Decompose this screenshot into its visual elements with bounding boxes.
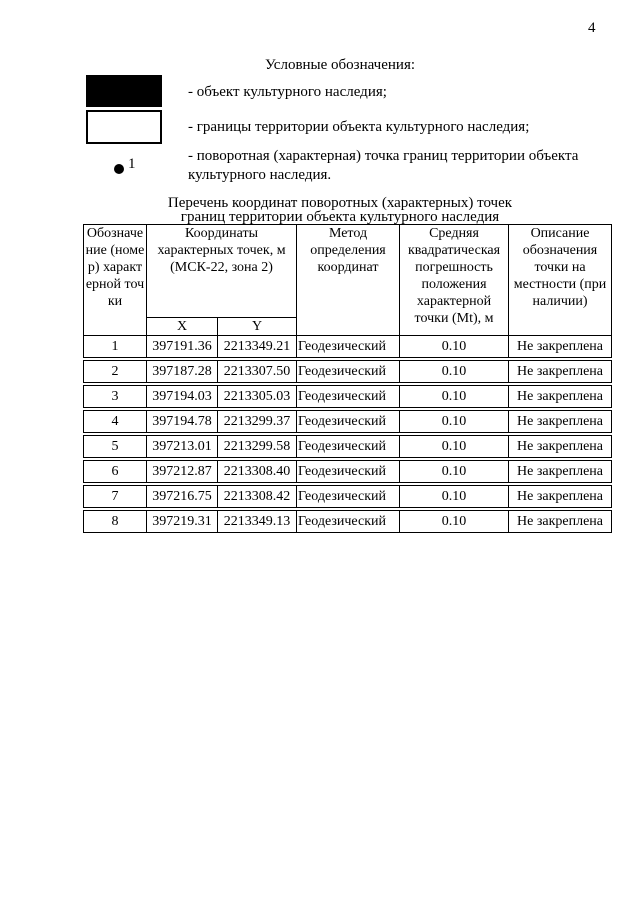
table-row [84, 361, 612, 383]
header-x: X [147, 318, 218, 336]
cell-point-number: 5 [84, 436, 147, 458]
cell-error: 0.10 [400, 511, 509, 533]
table-title-line2: границ территории объекта культурного наследия [180, 209, 500, 225]
cell-coord-x: 397216.75 [147, 486, 218, 508]
cell-coord-x: 397187.28 [147, 361, 218, 383]
cell-coord-x: 397194.03 [147, 386, 218, 408]
cell-error: 0.10 [400, 436, 509, 458]
cell-point-number: 2 [84, 361, 147, 383]
table-row [84, 461, 612, 483]
table-row [84, 486, 612, 508]
cell-error: 0.10 [400, 461, 509, 483]
cell-method: Геодезический [297, 486, 400, 508]
cell-error: 0.10 [400, 386, 509, 408]
header-description: Описание обозначения точки на местности (при наличии) [509, 225, 612, 336]
cell-coord-y: 2213305.03 [218, 386, 297, 408]
cell-description: Не закреплена [509, 361, 612, 383]
cell-coord-y: 2213307.50 [218, 361, 297, 383]
table-title [0, 196, 640, 224]
cell-description: Не закреплена [509, 411, 612, 433]
cell-point-number: 3 [84, 386, 147, 408]
cell-description: Не закреплена [509, 461, 612, 483]
page-number: 4 [588, 20, 596, 36]
cell-point-number: 6 [84, 461, 147, 483]
cell-method: Геодезический [297, 386, 400, 408]
legend-item-boundary: - границы территории объекта культурного наследия; [188, 119, 530, 135]
point-label: 1 [128, 156, 136, 172]
cell-method: Геодезический [297, 461, 400, 483]
cell-point-number: 8 [84, 511, 147, 533]
table-row [84, 411, 612, 433]
header-y: Y [218, 318, 297, 336]
cell-method: Геодезический [297, 436, 400, 458]
cell-coord-y: 2213299.37 [218, 411, 297, 433]
cell-description: Не закреплена [509, 386, 612, 408]
header-method: Метод определения координат [297, 225, 400, 336]
cell-coord-y: 2213308.42 [218, 486, 297, 508]
cell-method: Геодезический [297, 411, 400, 433]
cell-method: Геодезический [297, 361, 400, 383]
cell-error: 0.10 [400, 361, 509, 383]
cell-coord-y: 2213308.40 [218, 461, 297, 483]
cell-error: 0.10 [400, 411, 509, 433]
cell-coord-x: 397191.36 [147, 336, 218, 358]
legend-item-turning-point: - поворотная (характерная) точка границ территории объекта культурного наследия. [188, 148, 579, 183]
cell-method: Геодезический [297, 336, 400, 358]
cell-error: 0.10 [400, 486, 509, 508]
cultural-heritage-object-symbol [86, 75, 162, 107]
coordinates-table [83, 224, 612, 533]
cell-coord-x: 397219.31 [147, 511, 218, 533]
cell-point-number: 4 [84, 411, 147, 433]
cell-description: Не закреплена [509, 486, 612, 508]
legend-item-object: - объект культурного наследия; [188, 84, 387, 100]
cell-point-number: 7 [84, 486, 147, 508]
header-error: Средняя квадратическая погрешность положения характерной точки (Mt), м [400, 225, 509, 336]
black-dot-icon [114, 164, 124, 174]
table-row [84, 436, 612, 458]
turning-point-symbol [114, 156, 136, 178]
cell-error: 0.10 [400, 336, 509, 358]
table-row [84, 511, 612, 533]
cell-coord-x: 397212.87 [147, 461, 218, 483]
cell-coord-y: 2213349.21 [218, 336, 297, 358]
cell-coord-y: 2213349.13 [218, 511, 297, 533]
cell-description: Не закреплена [509, 336, 612, 358]
cell-description: Не закреплена [509, 436, 612, 458]
cell-method: Геодезический [297, 511, 400, 533]
cell-coord-y: 2213299.58 [218, 436, 297, 458]
header-coordinates: Координаты характерных точек, м (МСК-22, зона 2) [147, 225, 297, 318]
cell-coord-x: 397213.01 [147, 436, 218, 458]
cell-description: Не закреплена [509, 511, 612, 533]
cell-point-number: 1 [84, 336, 147, 358]
table-title-line1: Перечень координат поворотных (характерных) точек [167, 195, 513, 211]
header-designation: Обозначение (номер) характерной точки [84, 225, 147, 336]
cell-coord-x: 397194.78 [147, 411, 218, 433]
table-row [84, 386, 612, 408]
legend-title: Условные обозначения: [264, 57, 416, 73]
table-row [84, 336, 612, 358]
territory-boundary-symbol [86, 110, 162, 144]
